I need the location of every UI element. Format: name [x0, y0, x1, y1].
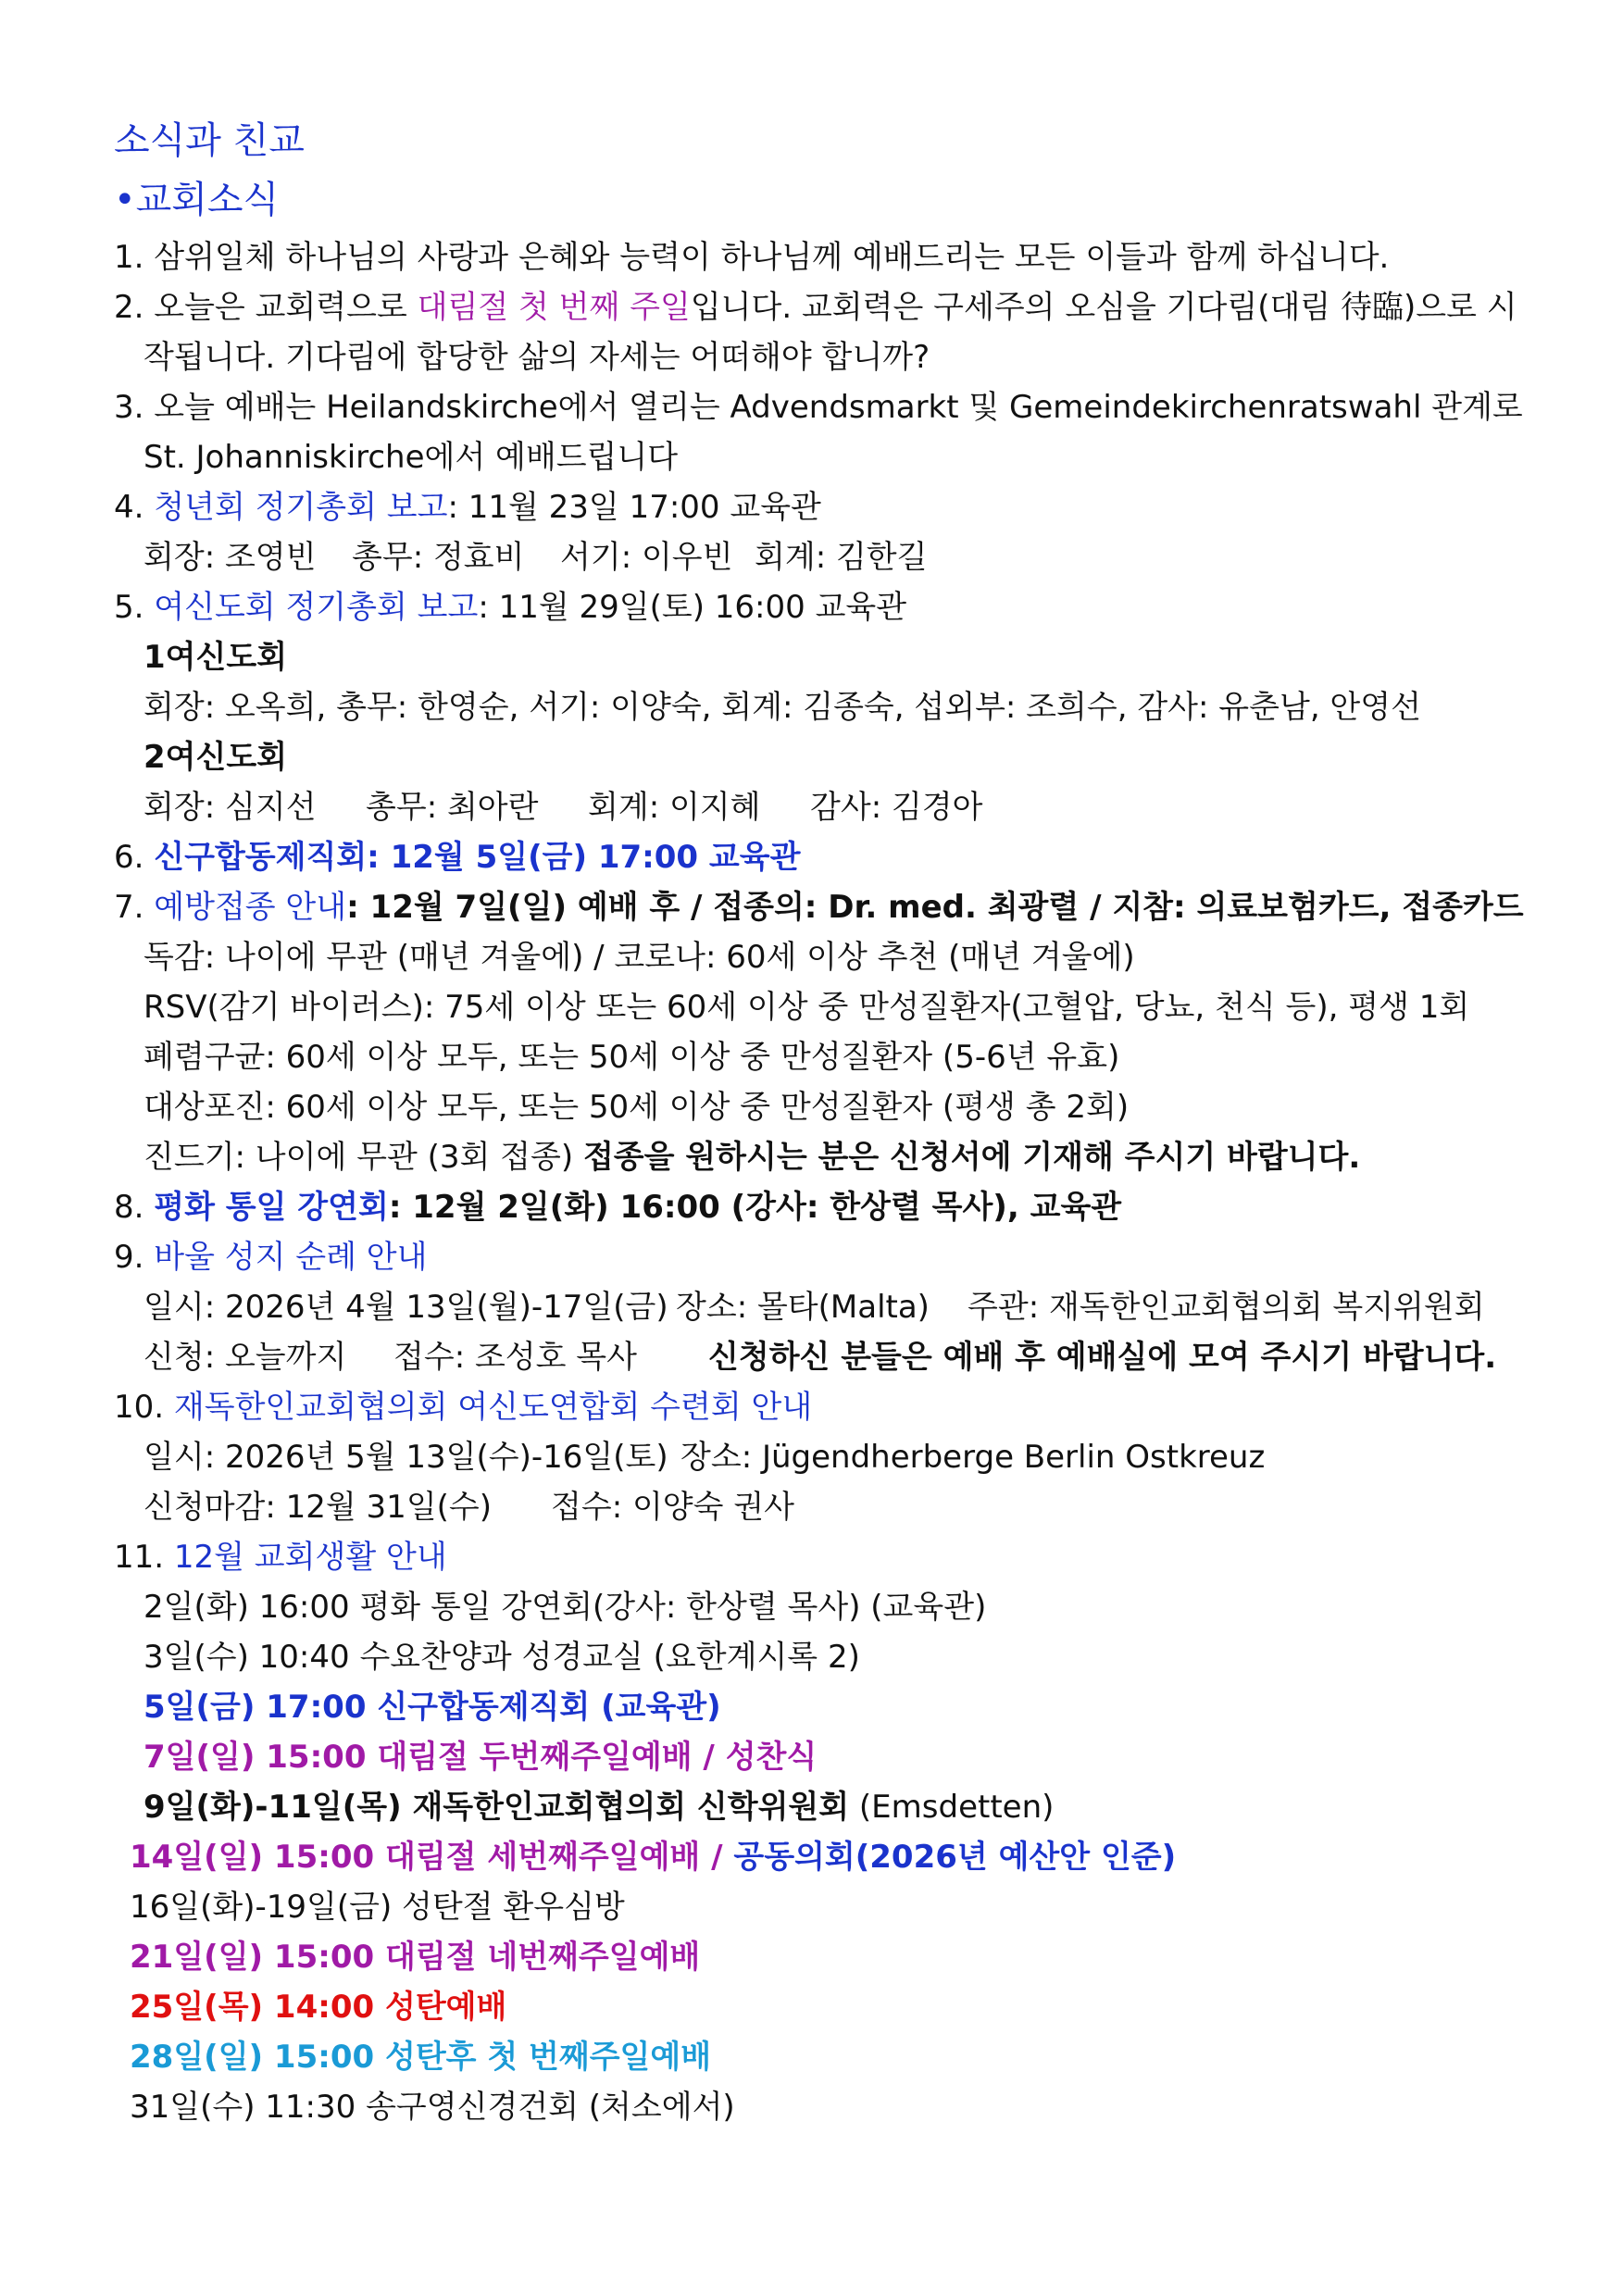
pilgrimage-organizer: 주관: 재독한인교회협의회 복지위원회: [968, 1289, 1485, 1326]
youth-treasurer: 회계: 김한길: [755, 539, 928, 576]
news-item-2-cont: 작됩니다. 기다림에 합당한 삶의 자세는 어떠해야 합니까?: [144, 339, 930, 376]
section-heading: •교회소식: [114, 179, 280, 221]
item-5-detail: : 11월 29일(토) 16:00 교육관: [478, 589, 907, 626]
wg2-president: 회장: 심지선: [144, 789, 317, 826]
december-event-worship: 14일(일) 15:00 대림절 세번째주일예배 /: [130, 1839, 734, 1876]
retreat-dates: 일시: 2026년 5월 13일(수)-16일(토): [144, 1439, 668, 1476]
pilgrimage-dates: 일시: 2026년 4월 13일(월)-17일(금): [144, 1289, 668, 1326]
pilgrimage-contact: 접수: 조성호 목사: [393, 1339, 637, 1376]
retreat-details: [144, 1439, 1265, 1476]
item-8-number: 8.: [114, 1189, 155, 1226]
wg2-auditor: 감사: 김경아: [810, 789, 983, 826]
december-event: 5일(금) 17:00 신구합동제직회 (교육관): [144, 1689, 721, 1726]
youth-president: 회장: 조영빈: [144, 539, 317, 576]
pilgrimage-deadline: 신청: 오늘까지: [144, 1339, 347, 1376]
vaccine-rsv: RSV(감기 바이러스): 75세 이상 또는 60세 이상 중 만성질환자(고혈압, 당뇨, 천식 등), 평생 1회: [144, 989, 1470, 1026]
pilgrimage-note: 신청하신 분들은 예배 후 예배실에 모여 주시기 바랍니다.: [708, 1339, 1497, 1376]
vaccine-signup-note: 접종을 원하시는 분은 신청서에 기재해 주시기 바랍니다.: [582, 1139, 1361, 1176]
news-item-10: [114, 1389, 812, 1426]
item-6-number: 6.: [114, 839, 155, 876]
news-item-5: [114, 589, 906, 626]
news-item-6: [114, 839, 800, 876]
pilgrimage-place: 장소: 몰타(Malta): [676, 1289, 930, 1326]
vaccine-tick-text: 진드기: 나이에 무관 (3회 접종): [144, 1139, 583, 1176]
womens-group-2-officers: [144, 789, 982, 826]
retreat-signup: [144, 1489, 794, 1526]
item-7-number: 7.: [114, 889, 155, 926]
vaccine-shingles: 대상포진: 60세 이상 모두, 또는 50세 이상 중 만성질환자 (평생 총 2회): [144, 1089, 1130, 1126]
item-2-text-a: 2. 오늘은 교회력으로: [114, 289, 418, 326]
page-title: 소식과 친교: [114, 119, 305, 162]
pilgrimage-signup: [144, 1339, 1496, 1376]
december-event: 7일(일) 15:00 대림절 두번째주일예배 / 성찬식: [144, 1739, 818, 1776]
retreat-contact: 접수: 이양숙 권사: [551, 1489, 794, 1526]
december-event: 16일(화)-19일(금) 성탄절 환우심방: [130, 1889, 625, 1926]
item-7-title: 예방접종 안내: [154, 889, 347, 926]
item-6-title: 신구합동제직회: 12월 5일(금) 17:00 교육관: [154, 839, 801, 876]
item-5-number: 5.: [114, 589, 155, 626]
item-9-number: 9.: [114, 1239, 155, 1276]
december-event-meeting: 공동의회(2026년 예산안 인준): [733, 1839, 1177, 1876]
item-11-number: 11.: [114, 1539, 174, 1576]
youth-officers: [144, 539, 927, 576]
item-4-number: 4.: [114, 489, 155, 526]
item-10-title: 재독한인교회협의회 여신도연합회 수련회 안내: [173, 1389, 813, 1426]
december-event: 2일(화) 16:00 평화 통일 강연회(강사: 한상렬 목사) (교육관): [144, 1589, 987, 1626]
december-event: 31일(수) 11:30 송구영신경건회 (처소에서): [130, 2089, 735, 2126]
vaccine-flu-covid: 독감: 나이에 무관 (매년 겨울에) / 코로나: 60세 이상 추천 (매년 겨울에): [144, 939, 1135, 976]
december-event: 3일(수) 10:40 수요찬양과 성경교실 (요한계시록 2): [144, 1639, 860, 1676]
news-item-2: [114, 289, 1517, 326]
december-event: 28일(일) 15:00 성탄후 첫 번째주일예배: [130, 2039, 712, 2076]
item-9-title: 바울 성지 순례 안내: [154, 1239, 428, 1276]
december-event: [130, 1839, 1176, 1876]
item-11-title: 12월 교회생활 안내: [173, 1539, 447, 1576]
wg2-treasurer: 회계: 이지혜: [588, 789, 761, 826]
item-10-number: 10.: [114, 1389, 174, 1426]
december-event: 21일(일) 15:00 대림절 네번째주일예배: [130, 1939, 701, 1976]
item-5-title: 여신도회 정기총회 보고: [154, 589, 479, 626]
item-2-highlight: 대림절 첫 번째 주일: [417, 289, 691, 326]
item-8-title: 평화 통일 강연회: [154, 1189, 389, 1226]
item-2-text-c: 입니다. 교회력은 구세주의 오심을 기다림(대림 待臨)으로 시: [690, 289, 1517, 326]
vaccine-tick: [144, 1139, 1360, 1176]
youth-secretary: 서기: 이우빈: [560, 539, 733, 576]
womens-group-2-heading: 2여신도회: [144, 739, 288, 776]
news-item-3: 3. 오늘 예배는 Heilandskirche에서 열리는 Advendsmarkt 및 Gemeindekirchenratswahl 관계로: [114, 389, 1523, 426]
vaccine-pneumococcal: 폐렴구균: 60세 이상 모두, 또는 50세 이상 중 만성질환자 (5-6년 유효): [144, 1039, 1120, 1076]
december-event-location: (Emsdetten): [849, 1789, 1055, 1826]
news-item-8: [114, 1189, 1121, 1226]
pilgrimage-details: [144, 1289, 1485, 1326]
december-event: [144, 1789, 1054, 1826]
womens-group-1-officers: 회장: 오옥희, 총무: 한영순, 서기: 이양숙, 회계: 김종숙, 섭외부: 조희수, 감사: 유춘남, 안영선: [144, 689, 1421, 726]
item-7-detail: : 12월 7일(일) 예배 후 / 접종의: Dr. med. 최광렬 / 지참: 의료보험카드, 접종카드: [346, 889, 1524, 926]
news-item-3-cont: St. Johanniskirche에서 예배드립니다: [144, 439, 679, 476]
retreat-place: 장소: Jügendherberge Berlin Ostkreuz: [680, 1439, 1266, 1476]
item-8-detail: : 12월 2일(화) 16:00 (강사: 한상렬 목사), 교육관: [388, 1189, 1122, 1226]
news-item-7: [114, 889, 1524, 926]
item-4-detail: : 11월 23일 17:00 교육관: [447, 489, 821, 526]
news-item-4: [114, 489, 821, 526]
news-item-11: [114, 1539, 447, 1576]
december-event-main: 9일(화)-11일(목) 재독한인교회협의회 신학위원회: [144, 1789, 850, 1826]
youth-general: 총무: 정효비: [352, 539, 525, 576]
news-item-1: 1. 삼위일체 하나님의 사랑과 은혜와 능력이 하나님께 예배드리는 모든 이들과 함께 하십니다.: [114, 239, 1390, 276]
december-event: 25일(목) 14:00 성탄예배: [130, 1989, 507, 2026]
retreat-deadline: 신청마감: 12월 31일(수): [144, 1489, 493, 1526]
item-4-title: 청년회 정기총회 보고: [154, 489, 448, 526]
wg2-general: 총무: 최아란: [366, 789, 539, 826]
news-item-9: [114, 1239, 427, 1276]
womens-group-1-heading: 1여신도회: [144, 639, 288, 676]
